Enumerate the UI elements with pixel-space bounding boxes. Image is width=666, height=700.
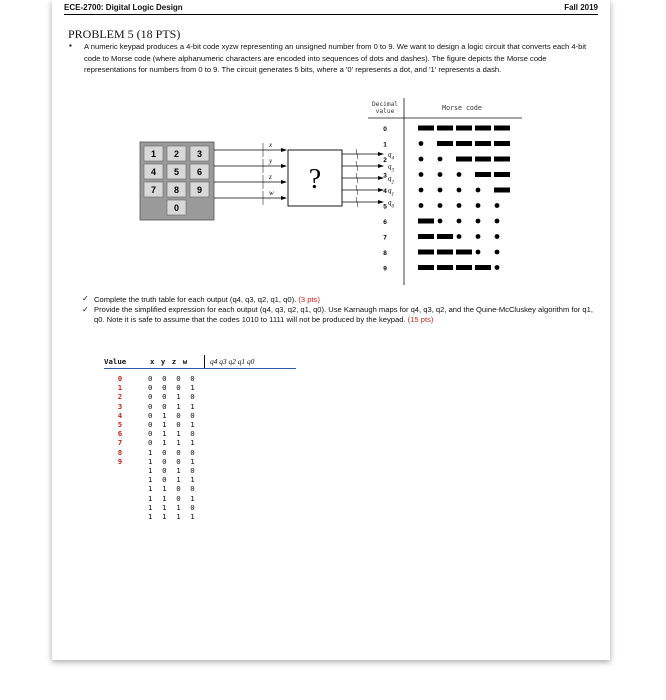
morse-row-7	[383, 234, 499, 242]
task-2	[94, 305, 594, 325]
svg-text:1: 1	[383, 141, 387, 149]
keypad-key-2	[167, 146, 186, 161]
row-value: 3	[117, 401, 123, 411]
table-row	[104, 448, 304, 457]
document-page	[52, 0, 610, 660]
morse-row-2	[383, 157, 510, 165]
morse-dash	[456, 265, 472, 270]
keypad-key-1	[144, 146, 163, 161]
morse-dot	[476, 203, 481, 208]
problem-title: PROBLEM 5 (18 PTS)	[68, 27, 181, 41]
morse-dash	[418, 126, 434, 131]
svg-text:1: 1	[150, 149, 157, 159]
morse-dash	[494, 172, 510, 177]
table-row	[104, 383, 304, 392]
tt-header-underline	[104, 368, 296, 369]
morse-dot	[419, 157, 424, 162]
svg-text:2: 2	[173, 149, 180, 159]
input-y	[214, 157, 287, 173]
morse-dash	[494, 157, 510, 162]
morse-dot	[495, 203, 500, 208]
morse-dash	[494, 141, 510, 146]
morse-dash	[475, 172, 491, 177]
keypad-key-0	[167, 200, 186, 215]
morse-row-1	[383, 141, 510, 149]
table-row	[104, 494, 304, 503]
morse-dot	[419, 203, 424, 208]
table-row	[104, 402, 304, 411]
tt-header-outputs: q4 q3 q2 q1 q0	[210, 357, 255, 366]
morse-dot	[476, 234, 481, 239]
svg-text:3: 3	[196, 149, 203, 159]
keypad-key-7	[144, 182, 163, 197]
row-inputs: 1 0 1 0	[148, 466, 198, 475]
svg-text:7: 7	[383, 234, 387, 242]
semester: Fall 2019	[564, 3, 598, 12]
tt-header-inputs: x y z w	[150, 357, 189, 366]
svg-text:w: w	[269, 189, 274, 197]
input-z	[214, 173, 287, 189]
row-inputs: 1 1 0 0	[148, 484, 198, 494]
task-1-text: Complete the truth table for each output (q4, q3, q2, q1, q0).	[94, 295, 297, 304]
svg-text:q0: $q_0$	[388, 198, 394, 209]
morse-row-9	[383, 265, 499, 273]
table-row	[104, 392, 304, 401]
morse-dot	[419, 141, 424, 146]
morse-row-3	[383, 172, 510, 180]
row-inputs: 1 0 0 0	[148, 447, 198, 457]
keypad-key-3	[190, 146, 209, 161]
morse-dash	[475, 157, 491, 162]
row-inputs: 0 1 0 1	[148, 420, 198, 429]
circuit-diagram	[52, 0, 610, 290]
svg-text:6: 6	[383, 219, 387, 226]
morse-dot	[495, 219, 500, 224]
row-inputs: 0 1 0 0	[148, 410, 198, 420]
morse-dot	[438, 203, 443, 208]
row-value: 1	[117, 383, 123, 393]
table-row	[104, 374, 304, 383]
box-question-mark: ?	[308, 164, 322, 195]
morse-row-0	[383, 126, 510, 134]
row-inputs: 0 0 0 0	[148, 374, 198, 383]
svg-text:9: 9	[196, 185, 203, 195]
table-row	[104, 475, 304, 484]
morse-dash	[437, 126, 453, 131]
row-inputs: 0 1 1 0	[148, 429, 198, 439]
svg-text:q4: $q_4$	[388, 150, 394, 161]
row-inputs: 1 0 0 1	[148, 456, 198, 466]
keypad-key-5	[167, 164, 186, 179]
svg-text:q3: $q_3$	[388, 162, 394, 173]
task-2-points: (15 pts)	[407, 315, 434, 324]
row-inputs: 0 0 0 1	[148, 383, 198, 393]
morse-dot	[419, 188, 424, 193]
row-value: 7	[117, 438, 123, 448]
tt-header-value: Value	[104, 357, 127, 366]
morse-dash	[475, 265, 491, 270]
task-2-text: Provide the simplified expression for each output (q4, q3, q2, q1, q0). Use Karnaugh maps for q4, q3, q2, and the Quine-McCluskey algorithm for q1, q0. Note it is safe to assume that the codes 1010 to 1111 will not be produced by the keypad.	[94, 305, 593, 324]
morse-dash	[456, 250, 472, 255]
morse-dot	[419, 172, 424, 177]
table-row	[104, 457, 304, 466]
svg-text:0: 0	[173, 203, 180, 213]
input-w	[214, 189, 287, 205]
morse-dash	[418, 250, 434, 255]
tt-header-divider	[204, 355, 205, 368]
morse-dot	[438, 172, 443, 177]
svg-text:3: 3	[383, 172, 387, 180]
morse-dot	[495, 265, 500, 270]
svg-text:z: z	[269, 173, 272, 181]
keypad-key-6	[190, 164, 209, 179]
morse-dot	[457, 234, 462, 239]
morse-dash	[475, 126, 491, 131]
svg-text:5: 5	[173, 167, 180, 177]
row-value: 6	[117, 429, 123, 439]
svg-text:4: 4	[383, 188, 387, 195]
row-inputs: 0 0 1 1	[148, 401, 198, 411]
morse-dash	[475, 141, 491, 146]
morse-dot	[457, 219, 462, 224]
morse-dot	[476, 188, 481, 193]
morse-col-decimal: Decimal value	[371, 101, 399, 115]
table-row	[104, 503, 304, 512]
task-1-points: (3 pts)	[298, 295, 320, 304]
morse-dash	[418, 234, 434, 239]
morse-dot	[438, 157, 443, 162]
svg-text:7: 7	[150, 185, 157, 195]
row-value: 2	[117, 392, 123, 402]
morse-row-8	[383, 250, 499, 258]
svg-text:4: 4	[150, 167, 157, 177]
row-value: 5	[117, 420, 123, 429]
svg-text:0: 0	[383, 126, 387, 133]
morse-dash	[456, 157, 472, 162]
row-inputs: 0 1 1 1	[148, 438, 198, 448]
row-value: 9	[117, 456, 123, 466]
row-inputs: 1 1 1 0	[148, 502, 198, 512]
morse-dash	[456, 141, 472, 146]
morse-dash	[418, 265, 434, 270]
morse-dot	[457, 188, 462, 193]
svg-text:x: x	[269, 141, 273, 149]
morse-dot	[457, 203, 462, 208]
row-value: 0	[117, 374, 123, 383]
svg-text:q2: $q_2$	[388, 174, 394, 185]
morse-row-4	[383, 188, 510, 196]
morse-dot	[457, 172, 462, 177]
keypad-key-4	[144, 164, 163, 179]
bullet-icon: ▪	[69, 41, 72, 50]
input-lines	[214, 141, 287, 205]
morse-dash	[437, 234, 453, 239]
table-row	[104, 420, 304, 429]
course-title: ECE-2700: Digital Logic Design	[64, 3, 183, 12]
svg-text:y: y	[269, 157, 273, 165]
svg-text:8: 8	[383, 250, 387, 257]
svg-text:6: 6	[196, 167, 203, 177]
check-icon: ✓	[82, 294, 89, 303]
row-inputs: 1 1 0 1	[148, 493, 198, 503]
table-row	[104, 512, 304, 521]
table-row	[104, 429, 304, 438]
svg-text:9: 9	[383, 265, 387, 273]
row-inputs: 1 0 1 1	[148, 475, 198, 485]
row-inputs: 0 0 1 0	[148, 392, 198, 402]
svg-text:8: 8	[173, 185, 180, 195]
keypad-key-9	[190, 182, 209, 197]
morse-dash	[418, 219, 434, 224]
morse-dash	[437, 250, 453, 255]
morse-dash	[456, 126, 472, 131]
morse-dash	[437, 141, 453, 146]
check-icon: ✓	[82, 305, 89, 314]
morse-row-6	[383, 219, 499, 227]
task-1	[94, 295, 320, 305]
input-x	[214, 141, 287, 157]
table-row	[104, 438, 304, 447]
row-inputs: 1 1 1 1	[148, 512, 198, 521]
table-row	[104, 466, 304, 475]
table-row	[104, 484, 304, 493]
svg-text:5: 5	[383, 203, 387, 211]
problem-description: A numeric keypad produces a 4-bit code xyzw representing an unsigned number from 0 to 9. We want to design a logic circuit that converts each 4-bit code to Morse code (where alphanumeric characters are encoded into sequences of dots and dashes). The figure depicts the Morse code representations for numbers from 0 to 9. The circuit generates 5 bits, where a '0' represents a dot, and '1' represents a dash.	[84, 42, 587, 74]
morse-dot	[476, 219, 481, 224]
morse-dot	[495, 234, 500, 239]
morse-dash	[494, 188, 510, 193]
morse-col-code: Morse code	[442, 104, 482, 112]
morse-dot	[438, 188, 443, 193]
morse-dash	[494, 126, 510, 131]
morse-dot	[495, 250, 500, 255]
row-value: 4	[117, 410, 123, 420]
morse-row-5	[383, 203, 499, 210]
table-row	[104, 411, 304, 420]
morse-rows	[383, 126, 510, 273]
morse-dot	[476, 250, 481, 255]
morse-dash	[437, 265, 453, 270]
keypad-key-8	[167, 182, 186, 197]
svg-text:q1: $q_1$	[388, 186, 394, 197]
row-value: 8	[117, 447, 123, 457]
svg-text:2: 2	[383, 157, 387, 164]
morse-dot	[438, 219, 443, 224]
